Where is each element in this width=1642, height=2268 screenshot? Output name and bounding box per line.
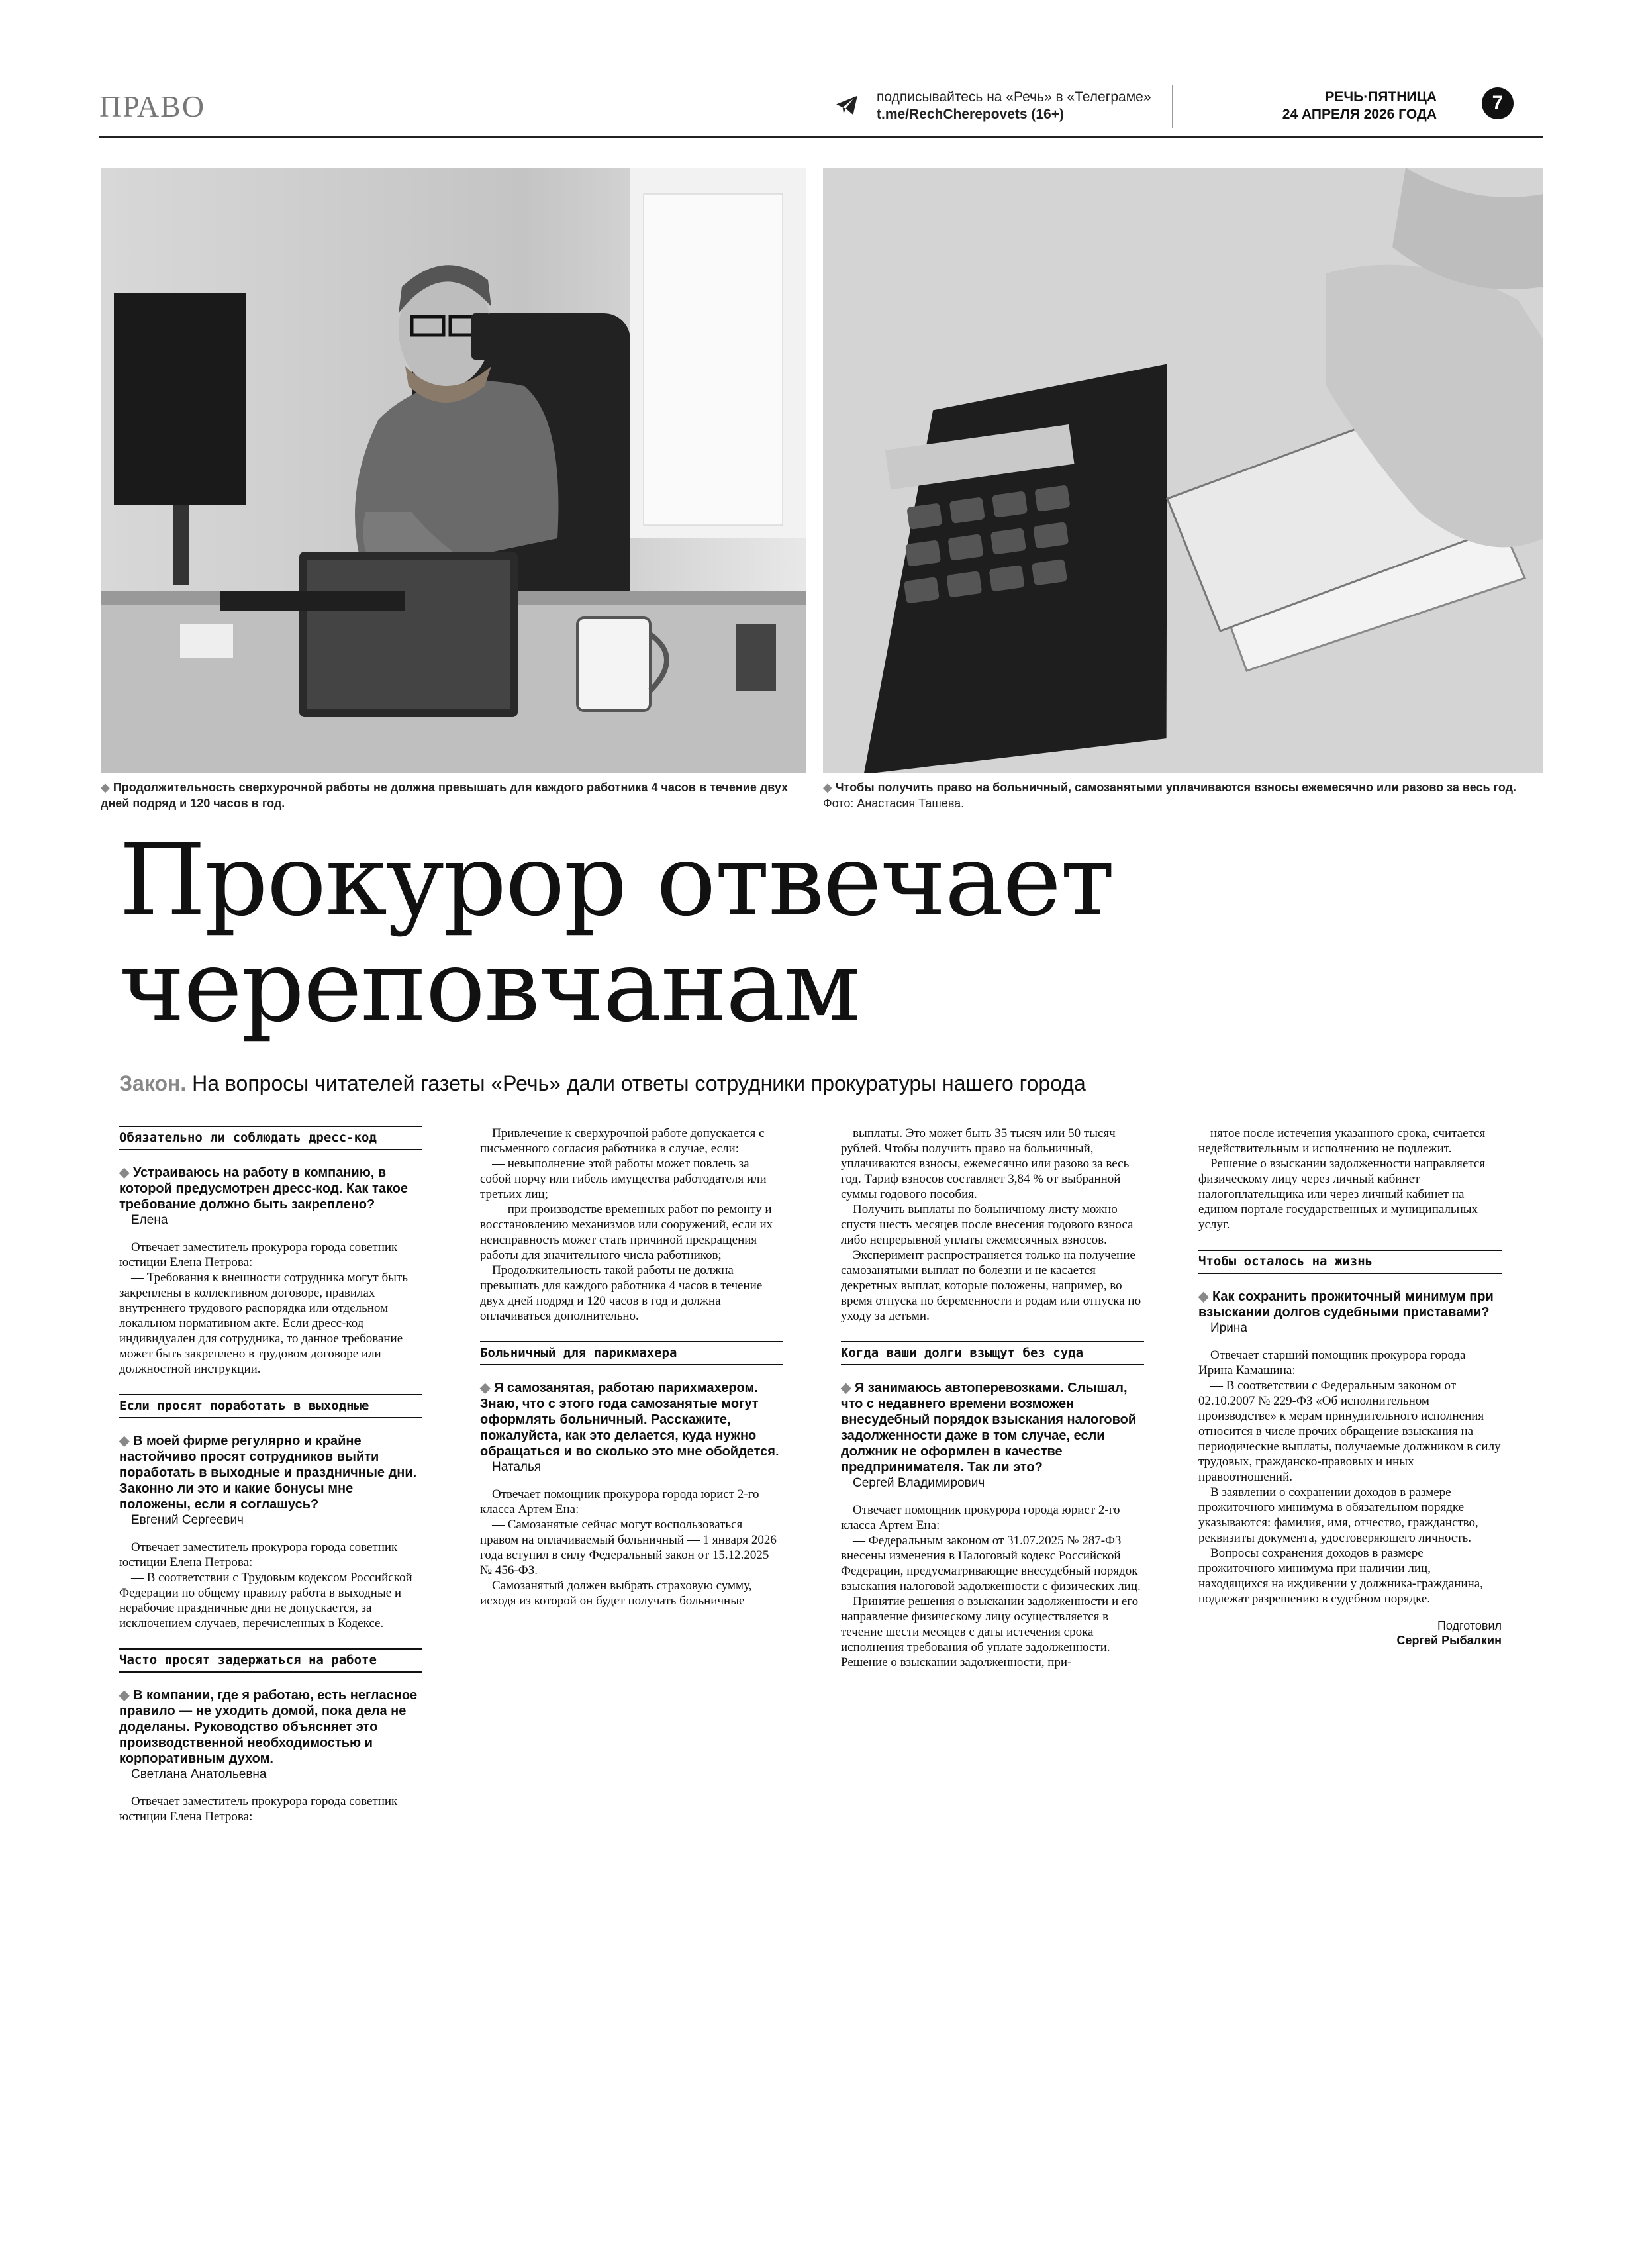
lead-tag: Закон. — [119, 1071, 187, 1095]
paragraph: Отвечает заместитель прокурора города советник юстиции Елена Петрова: — [119, 1540, 398, 1569]
paragraph: Привлечение к сверхурочной работе допускается с письменного согласия работника в случае, если: — [480, 1126, 765, 1156]
paragraph: — Самозанятые сейчас могут воспользоваться правом на оплачиваемый больничный — 1 января 2026 года вступил в силу Федеральный закон от 15.12.2025 № 456-ФЗ. — [480, 1518, 777, 1577]
text-column-4 — [1198, 1126, 1502, 1648]
bullet-diamond-icon: ◆ — [823, 781, 832, 794]
rubric-heading: Когда ваши долги взыщут без суда — [841, 1341, 1144, 1365]
telegram-icon — [834, 93, 859, 118]
bullet-diamond-icon: ◆ — [119, 1165, 130, 1180]
reader-question: ◆ В компании, где я работаю, есть негласное правило — не уходить домой, пока дела не доделаны. Руководство объясняет это производственной необходимостью и корпоративным духом. — [119, 1688, 418, 1766]
page-number: 7 — [1482, 87, 1514, 119]
reader-question: ◆ Устраиваюсь на работу в компанию, в которой предусмотрен дресс-код. Как такое требование должно быть закреплено? — [119, 1165, 408, 1212]
photo-calculator-money — [823, 168, 1543, 773]
bullet-diamond-icon: ◆ — [119, 1434, 130, 1448]
reader-name: Ирина — [1210, 1321, 1247, 1335]
page-header — [99, 79, 1543, 138]
paragraph: — В соответствии с Федеральным законом от 02.10.2007 № 229-ФЗ «Об исполнительном производстве» к мерам принудительного исполнения относится в числе прочих обращение взыскания на периодические выплаты, получаемые должником в силу трудовых, гражданско-правовых и иных правоотношений. — [1198, 1379, 1501, 1484]
article-lead — [119, 1071, 1543, 1096]
rubric-heading: Обязательно ли соблюдать дресс-код — [119, 1126, 422, 1150]
byline-label: Подготовил — [1437, 1619, 1502, 1632]
byline-name: Сергей Рыбалкин — [1396, 1634, 1502, 1647]
reader-name: Елена — [131, 1213, 168, 1227]
telegram-line: подписывайтесь на «Речь» в «Телеграме» — [877, 89, 1151, 105]
text-column-1 — [119, 1126, 422, 1824]
rubric-heading: Чтобы осталось на жизнь — [1198, 1250, 1502, 1274]
paragraph: Отвечает заместитель прокурора города советник юстиции Елена Петрова: — [119, 1795, 398, 1824]
office-photo-illustration — [101, 168, 806, 773]
rubric-heading: Часто просят задержаться на работе — [119, 1648, 422, 1673]
paragraph: Отвечает помощник прокурора города юрист 2-го класса Артем Ена: — [480, 1487, 759, 1516]
section-title: ПРАВО — [99, 89, 206, 123]
photo-office-worker — [101, 168, 806, 773]
reader-name: Светлана Анатольевна — [131, 1767, 267, 1781]
reader-name: Евгений Сергеевич — [131, 1513, 244, 1527]
paragraph: — Федеральным законом от 31.07.2025 № 287-ФЗ внесены изменения в Налоговый кодекс Российской Федерации, предусматривающие внесудебный порядок взыскания налоговой задолженности с физических лиц. — [841, 1534, 1141, 1593]
paper-masthead — [1212, 89, 1437, 123]
reader-name: Наталья — [492, 1460, 542, 1474]
paragraph: Получить выплаты по больничному листу можно спустя шесть месяцев после внесения годового взноса либо непрерывной уплаты ежемесячных взносов. — [841, 1203, 1134, 1247]
paragraph: Принятие решения о взыскании задолженности и его направление физическому лицу осуществляется в течение шести месяцев с даты истечения срока исполнения требования об уплате задолженности. Решение о взыскании задолженности, при- — [841, 1595, 1139, 1669]
headline-line: череповчанам — [119, 929, 860, 1044]
paragraph: Отвечает заместитель прокурора города советник юстиции Елена Петрова: — [119, 1240, 398, 1269]
paper-name: РЕЧЬ·ПЯТНИЦА — [1325, 89, 1437, 105]
paragraph: В заявлении о сохранении доходов в размере прожиточного минимума в обязательном порядке указываются: фамилия, имя, отчество, гражданство, реквизиты документа, удостоверяющего личность. — [1198, 1485, 1478, 1545]
caption-text: Продолжительность сверхурочной работы не должна превышать для каждого работника 4 часов в течение двух дней подряд и 120 часов в год. — [101, 781, 789, 810]
byline — [1198, 1618, 1502, 1648]
reader-question: ◆ Я самозанятая, работаю парихмахером. Знаю, что с этого года самозанятые могут оформлять больничный. Расскажите, пожалуйста, как это делается, куда нужно обращаться и во сколько это мне обойдется. — [480, 1381, 779, 1459]
photo-caption-1 — [101, 779, 802, 811]
reader-question: ◆ В моей фирме регулярно и крайне настойчиво просят сотрудников выйти поработать в выходные и праздничные дни. Законно ли это и какие бонусы мне положены, если я соглашусь? — [119, 1434, 417, 1512]
bullet-diamond-icon: ◆ — [101, 781, 110, 794]
bullet-diamond-icon: ◆ — [841, 1381, 851, 1395]
text-column-2 — [480, 1126, 783, 1608]
paragraph: Отвечает старший помощник прокурора города Ирина Камашина: — [1198, 1348, 1466, 1377]
telegram-link[interactable]: t.me/RechCherepovets (16+) — [877, 107, 1065, 122]
paragraph: Вопросы сохранения доходов в размере прожиточного минимума при наличии лиц, находящихся на иждивении у должника-гражданина, подлежат разрешению в судебном порядке. — [1198, 1546, 1483, 1606]
article-headline — [119, 823, 1510, 1044]
issue-date: 24 АПРЕЛЯ 2026 ГОДА — [1282, 107, 1437, 122]
paragraph: нятое после истечения указанного срока, считается недействительным и исполнению не подлежит. — [1198, 1126, 1486, 1156]
rubric-heading: Если просят поработать в выходные — [119, 1394, 422, 1418]
lead-text: На вопросы читателей газеты «Речь» дали ответы сотрудники прокуратуры нашего города — [192, 1071, 1086, 1095]
reader-question: ◆ Я занимаюсь автоперевозками. Слышал, что с недавнего времени возможен внесудебный порядок взыскания налоговой задолженности даже в том случае, если должник не оформлен в качестве предпринимателя. Так ли это? — [841, 1381, 1137, 1475]
paragraph: выплаты. Это может быть 35 тысяч или 50 тысяч рублей. Чтобы получить право на больничный, уплачиваются взносы, ежемесячно или разово за весь год. Тариф взносов составляет 3,84 % от выбранной суммы годового пособия. — [841, 1126, 1130, 1201]
bullet-diamond-icon: ◆ — [480, 1381, 491, 1395]
money-photo-illustration — [823, 168, 1543, 773]
reader-name: Сергей Владимирович — [853, 1476, 985, 1490]
photo-credit: Фото: Анастасия Ташева. — [823, 797, 965, 810]
paragraph: Эксперимент распространяется только на получение самозанятыми выплат по болезни и не касается декретных выплат, которые положены, например, во время отпуска по беременности и родам или отпуска по уходу за детьми. — [841, 1248, 1141, 1323]
paragraph: Продолжительность такой работы не должна превышать для каждого работника 4 часов в течение двух дней подряд и 120 часов в год и должна оплачиваться дополнительно. — [480, 1263, 763, 1323]
caption-text: Чтобы получить право на больничный, самозанятыми уплачиваются взносы ежемесячно или разово за весь год. — [835, 781, 1517, 794]
paragraph: Отвечает помощник прокурора города юрист 2-го класса Артем Ена: — [841, 1503, 1120, 1532]
paragraph: Решение о взыскании задолженности направляется физическому лицу через личный кабинет налогоплательщика или через личный кабинет на едином портале государственных и муниципальных услуг. — [1198, 1157, 1486, 1232]
paragraph: — В соответствии с Трудовым кодексом Российской Федерации по общему правилу работа в выходные и нерабочие праздничные дни не допускается, за исключением случаев, перечисленных в Кодексе. — [119, 1571, 412, 1630]
paragraph: — Требования к внешности сотрудника могут быть закреплены в коллективном договоре, правилах внутреннего трудового распорядка или отдельном локальном нормативном акте. Если дресс-код индивидуален для сотрудника, то данное требование может быть закреплено в трудовом договоре или должностной инструкции. — [119, 1271, 408, 1376]
reader-question: ◆ Как сохранить прожиточный минимум при взыскании долгов судебными приставами? — [1198, 1289, 1494, 1320]
photo-caption-2 — [823, 779, 1538, 811]
paragraph: — при производстве временных работ по ремонту и восстановлению механизмов или сооружений, если их неисправность может стать причиной прекращения работы для значительного числа работников; — [480, 1203, 773, 1262]
text-column-3 — [841, 1126, 1144, 1670]
bullet-diamond-icon: ◆ — [1198, 1289, 1209, 1304]
paragraph: — невыполнение этой работы может повлечь за собой порчу или гибель имущества работодателя или третьих лиц; — [480, 1157, 767, 1201]
bullet-diamond-icon: ◆ — [119, 1688, 130, 1702]
paragraph: Самозанятый должен выбрать страховую сумму, исходя из которой он будет получать больничные — [480, 1579, 752, 1608]
header-divider — [1172, 85, 1173, 128]
headline-line: Прокурор отвечает — [119, 823, 1114, 938]
rubric-heading: Больничный для парикмахера — [480, 1341, 783, 1365]
